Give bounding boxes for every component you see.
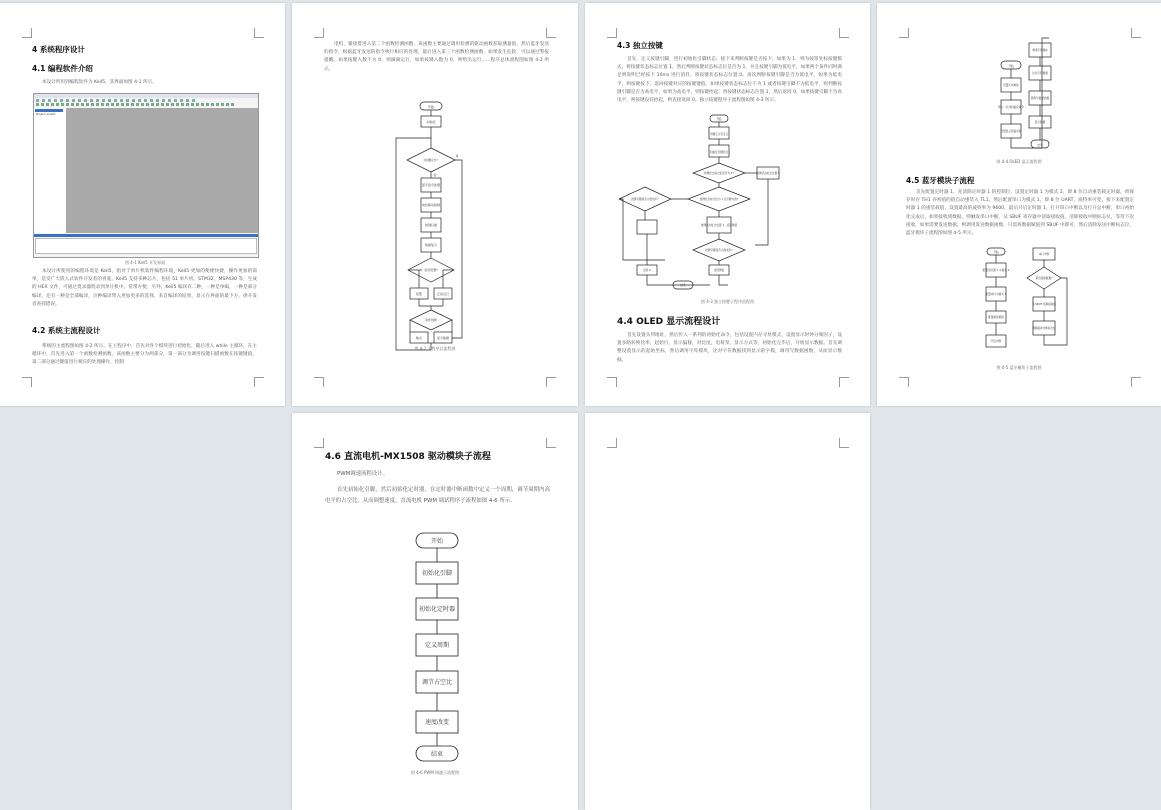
flow-node-text: 输出 (415, 336, 423, 340)
heading-4-6: 4.6 直流电机-MX1508 驱动模块子流程 (325, 452, 491, 462)
flow-node-text: 按键引脚是否为低电平? (631, 198, 659, 201)
flow-node-text: 返回键值 (713, 269, 725, 272)
heading-4-1: 4.1 编程软件介绍 (32, 64, 93, 73)
flow-node-text: 返回 0 (643, 269, 651, 272)
flow-node-text: 开始 (430, 538, 444, 545)
flow-node-text: 速度改变 (424, 719, 450, 726)
flow-node-text: 蓝牙指令处理 (421, 183, 441, 187)
document-page-5 (292, 413, 578, 810)
document-page-4 (877, 3, 1161, 406)
heading-4-5: 4.5 蓝牙模块子流程 (906, 176, 975, 185)
flow-node-text: 按键状态标志位为 1 且引脚为低? (699, 198, 739, 201)
flow-node-text: 电机驱动控制 (421, 203, 441, 207)
figure-caption: 图 4-5 蓝牙模块子流程图 (996, 365, 1042, 370)
flow-node-text: 初始化 (426, 120, 436, 124)
flow-node-text: 初始化引脚 (421, 570, 453, 577)
flow-node-text: 开始 (716, 118, 722, 121)
flow-node-text: 按键扫描 (424, 223, 438, 227)
figure-caption: 图 4-2 主程序总流程图 (414, 346, 456, 351)
flow-edge-label: 是 (455, 154, 459, 158)
flow-node-text: 按键状态标志位置 1，返回键值 (700, 224, 738, 227)
heading-4-4: 4.4 OLED 显示流程设计 (617, 317, 721, 327)
flow-node-text: 设置显示起始坐标 (1000, 130, 1022, 133)
flow-node-text: 清除接收中断标志位 (1032, 327, 1056, 330)
flow-node-text: 检测标志? (424, 158, 438, 162)
paragraph: 首先，定义按键引脚，进行初始化引脚状态。接下来判断按键是否按下，如果为 1，则为按钮处标按键模式，将按键状态标志位置 1，然后判断按键状态标志位是否为 1，并且按键引脚为低电平，如果两个条件同时满足则说明已经按下 10ms 进行消抖，将按键状态标志位置 0。再次判断按键引脚是否为低电平，如果为低电平，则按键按下，返回按键对应的按键键值。如果按键状态标志位不为 1 或者按键引脚不为低电平，则判断按键引脚是否为高电平，如果为高电平，则按键抬起，将按键状态标志位置 1，然后返回 0，如果按键引脚不为高电平，则按键没有抬起，则直接返回 0。独立按键程序子流程图如图 4-3 所示。 (617, 57, 842, 104)
document-page-3 (585, 3, 870, 406)
flow-node-text: 比对字符数据 (1032, 72, 1048, 75)
key-flowchart (585, 115, 870, 295)
flow-node-text: 按键引脚是否为高电平? (705, 249, 733, 252)
flow-node-text: 条件判断 (424, 318, 438, 322)
document-page-2 (292, 3, 578, 406)
flow-node-text: 配置串口为模式 1 (985, 293, 1007, 296)
flow-node-text: 传入一系列初始化命令 (998, 106, 1024, 109)
flow-node-text: 开启中断 (990, 340, 1002, 343)
paragraph: 电机，紧接着进入第二个函数检测函数，该函数主要通过调用检测的驱动函数获取测量值，然后蓝牙发送的指令，根据蓝牙发送的指令执行相应的处理，最后进入第三个函数检测函数，如果发生危险，可以通过警报提醒，如果按键入数不为 0，则滴滴运行，如果按键入数为 0，则给出运行......程序总体流程图如图 4-2 所示。 (324, 42, 549, 72)
figure-caption: 图 4-4 OLED 显示流程图 (996, 159, 1042, 164)
main-flowchart (292, 98, 578, 358)
keil5-screenshot (33, 93, 259, 258)
flow-node-text: 设置头列地址 (1003, 84, 1019, 87)
flow-node-text: 开始 (1008, 65, 1014, 68)
flow-node-text: 调节占空比 (421, 679, 453, 686)
figure-caption: 图 4-3 独立按键子程序流程图 (700, 299, 755, 304)
flow-node-text: 调用写数据函数 (1030, 97, 1050, 100)
flow-node-text: 配置定时器 1 为模式 2 (982, 269, 1010, 272)
figure-caption: 图 4-1 Keil5 开发界面 (125, 260, 165, 265)
heading-4-3: 4.3 独立按键 (617, 41, 663, 50)
oled-flowchart (877, 38, 1161, 168)
flow-node-text: 结束 (1037, 144, 1043, 147)
flow-node-text: 显示数据 (436, 336, 450, 340)
document-page-1 (0, 3, 285, 406)
paragraph: 本设计所用到编程软件为 Keil5，其界面如图 4-1 所示。 (42, 80, 157, 85)
flow-node-text: 显示数据 (1034, 121, 1046, 124)
flow-node-text: 结束 (430, 751, 444, 758)
bluetooth-flowchart (877, 245, 1161, 370)
flow-node-text: 数据显示 (424, 243, 438, 247)
flow-node-text: 开始 (427, 105, 435, 109)
paragraph: 系统的主流程图如图 4-2 所示。在主程序中，首先对各个模块进行初始化，随后进入 while 主循环，在主循环中，首先进入第一个函数检测函数，该函数主要分为两部分，第一部分为调用按键扫描函数在按键键值，第二部分通过键值进行相应的处理操作，控制 (32, 344, 257, 366)
paragraph: 首先配置定时器 1，先清除定时器 1 的控制位，设置定时器 1 为模式 2，即 8 位自动重装载定时器，将保存时存 TH1 存初值的值自动重装入 TL1。然后配置串口为模式 1，即 8 位 UART，波特率可变，接下来配置定时器 1 的重装载值，设置最高的波特率为 9600，最后开启定时器 1，打开串口中断以及打开总中断，串口初始化完成后，如果接收到数据，则触发串口中断。从 SBUF 寄存器中读取接收值，清除接收中断标志位，等待下次接收，如果需要发送数据，则调用发送数据函数，只需将数据赋值到 SBUF 中即可，然后清除发送中断标志位，蓝牙模块子流程图如图 4-5 所示。 (906, 190, 1134, 237)
pwm-flowchart (292, 529, 578, 769)
flow-node-text: 正常运行 (436, 292, 450, 296)
flow-node-text: 调用字库模块 (1032, 49, 1048, 52)
flow-node-text: 定义周期 (424, 642, 450, 649)
flow-node-text: 报警 (415, 292, 423, 296)
paragraph: 首先设置头列地址，然后传入一系列的初始化命令，包括设置内存寻址模式，设置显示时钟分频因子，设置多路转换比率，起始行，显示偏移，对比度，电荷泵，显示方式等，初始化完毕后，开始显示数据。首先调整设置显示的起始坐标，然后调用字库模块，比对字符数据找到显示的字模，调用写数据函数，从而显示数据。 (617, 333, 842, 363)
paragraph: 首先初始化引脚，然后初始化定时器，在定时器中断函数中定义一个周期，调节周期内高电平的占空比，从而调整速度。直流电机 PWM 调试程序子流程如图 4-6 所示。 (325, 487, 550, 504)
flow-node-text: 开始 (993, 251, 999, 254)
flow-edge-label: 否 (433, 173, 437, 177)
flow-node-text: 结束 (680, 284, 686, 287)
flow-node-text: 按键状态标志位是否为 1? (704, 172, 734, 175)
flow-node-text: 引脚定义宏定义 (709, 133, 729, 136)
flow-node-text: 按键状态标志位置 0 (756, 172, 780, 175)
figure-caption: 图 4-6 PWM 调速子流程图 (410, 770, 460, 775)
flow-node-text: 从 SBUF 读取接收值 (1031, 303, 1057, 306)
flow-node-text: 是否接收数据? (1035, 277, 1053, 280)
heading-4: 4 系统程序设计 (32, 45, 85, 54)
flow-node-text: 是否报警? (424, 268, 438, 272)
heading-4-2: 4.2 系统主流程设计 (32, 326, 101, 335)
flow-node-text: 初始化引脚状态 (709, 151, 729, 154)
project-tree-item: Project: project (36, 113, 56, 116)
paragraph: PWM调速流程设计。 (337, 471, 388, 477)
flow-node-text: 初始化定时器 (418, 606, 456, 613)
document-page-6 (585, 413, 870, 810)
flow-node-text: 串口中断 (1038, 253, 1050, 256)
paragraph: 本设计所使用的编程环境是 Keil5，指对于单片机软件编程环境，Keil5 更加的便捷快捷，操作更加的简单，是受广大嵌入式软件开发者的喜爱。Keil5 支持多种芯片，包括 51 单片机、STM32、MSP430 等，生成的 HEX 文件，可通过烧录器烧录到单片机中。常带方便，另外，Keil5 编译有二种，一种是单编，一种是部分编译，还有一种是全部编译，这种编译带入更加更多的选择，来自编译的结果，显示在界面的最下方，供开发者查找错误。 (32, 269, 257, 307)
flow-node-text: 配置重装载值 (988, 316, 1004, 319)
